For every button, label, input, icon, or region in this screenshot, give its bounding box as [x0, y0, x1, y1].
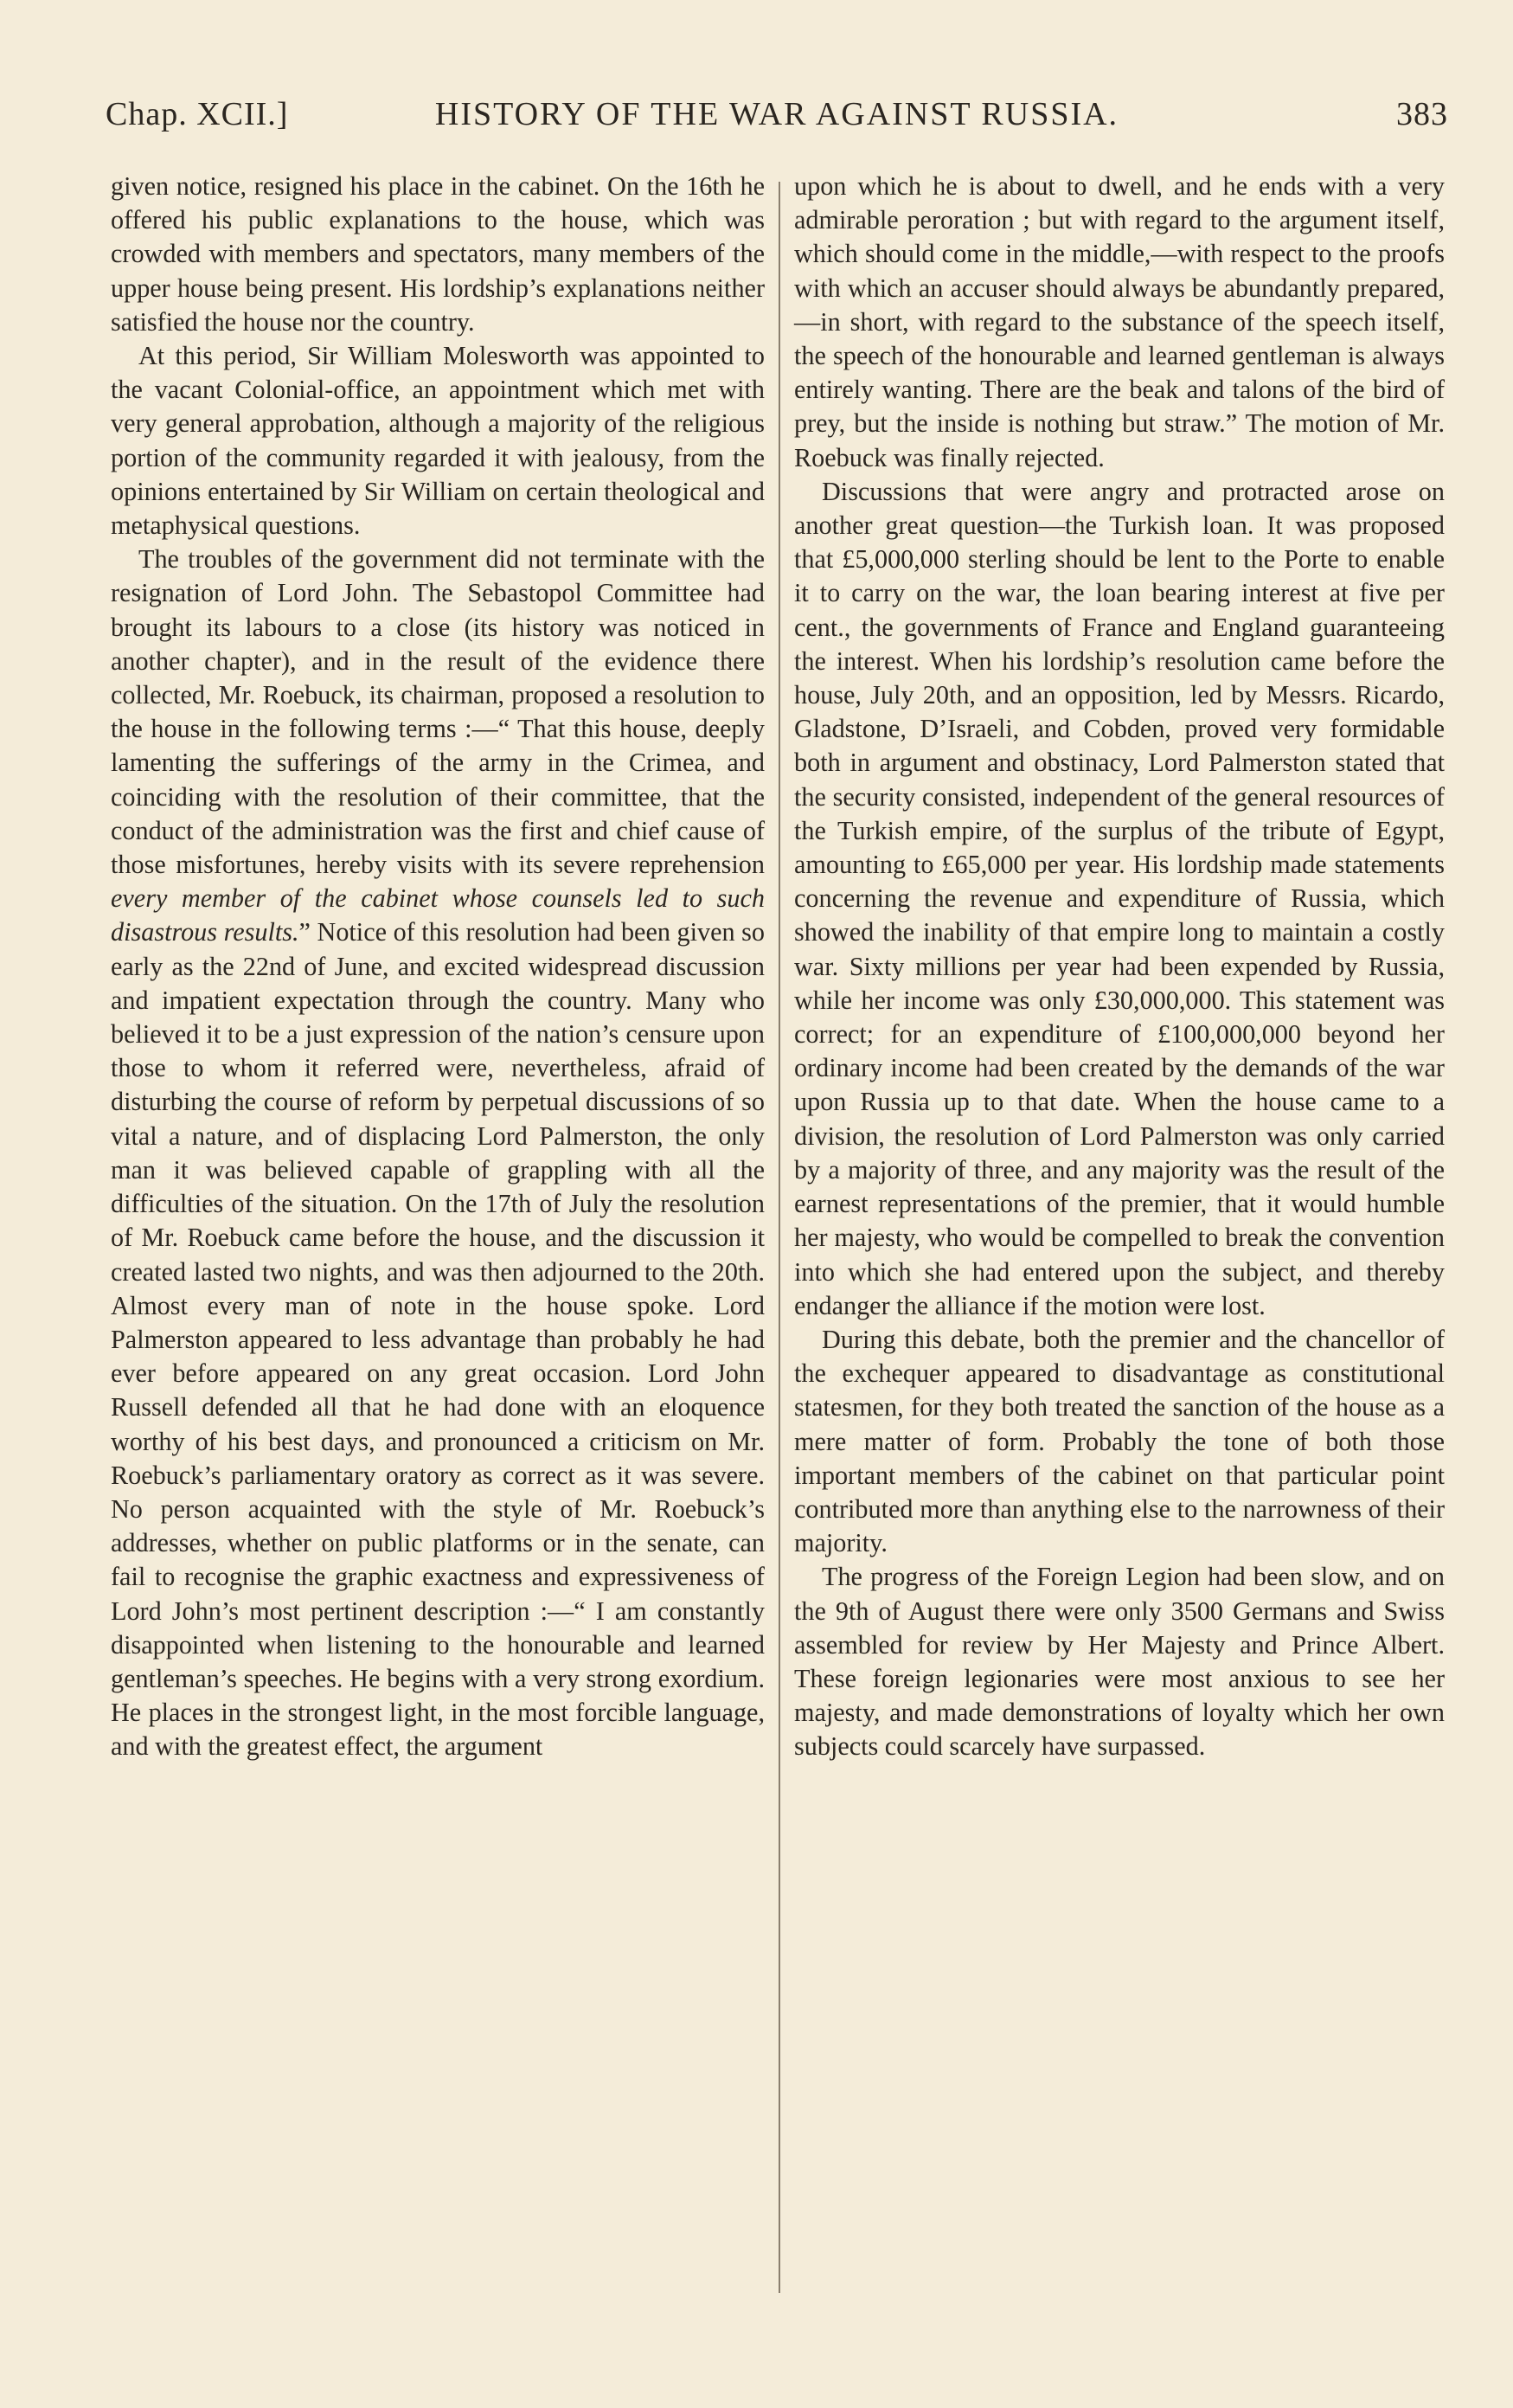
paragraph-text: ” Notice of this resolution had been given so early as the 22nd of June, and excited widespread discussion and impatient expectation through the country. Many who believed it to be a just expression of the nation’s censure upon those to whom it referred were, nevertheless, afraid of disturbing the course of reform by perpetual discussions of so vital a nature, and of displacing Lord Palmerston, the only man it was believed capable of grappling with all the difficulties of the situation. On the 17th of July the resolution of Mr. Roebuck came before the house, and the discussion it created lasted two nights, and was then adjourned to the 20th. Almost every man of note in the house spoke. Lord Palmerston appeared to less advantage than probably he had ever before appeared on any great occasion. Lord John Russell defended all that he had done with an eloquence worthy of his best days, and pronounced a criticism on Mr. Roebuck’s parliamentary oratory as correct as it was severe. No person acquainted with the style of Mr. Roebuck’s addresses, whether on public platforms or in the senate, can fail to recognise the graphic exactness and expressiveness of Lord John’s most pertinent description :—“ I am constantly disappointed when listening to the honourable and learned gentleman’s speeches. He begins with a very strong exordium. He places in the strongest light, in the most forcible language, and with the greatest effect, the argument: [111, 917, 765, 1762]
paragraph-text: The troubles of the government did not terminate with the resignation of Lord John. The Sebastopol Committee had brought its labours to a close (its history was noticed in another chapter), and in the result of the evidence there collected, Mr. Roebuck, its chairman, proposed a resolution to the house in the following terms :—“ That this house, deeply lamenting the sufferings of the army in the Crimea, and coinciding with the resolution of their committee, that the conduct of the administration was the first and chief cause of those misfortunes, hereby visits with its severe reprehension: [111, 544, 765, 880]
paragraph-continued: upon which he is about to dwell, and he ends with a very admirable peroration ; but with regard to the argument itself, which should come in the middle,—with respect to the proofs with which an accuser should always be abundantly prepared,—in short, with regard to the substance of the speech itself, the speech of the honourable and learned gentleman is always entirely wanting. There are the beak and talons of the bird of prey, but the inside is nothing but straw.” The motion of Mr. Roebuck was finally rejected.: [794, 171, 1445, 472]
left-column: [111, 170, 765, 1764]
quoted-resolution-italic: every member of the cabinet whose counsels led to such disastrous results.: [111, 883, 765, 947]
chapter-label: Chap. XCII.]: [106, 96, 289, 132]
column-divider: [779, 182, 780, 2293]
paragraph-molesworth: At this period, Sir William Molesworth was appointed to the vacant Colonial-office, an appointment which met with very general approbation, although a majority of the religious portion of the community regarded it with jealousy, from the opinions entertained by Sir William on certain theological and metaphysical questions.: [111, 341, 765, 541]
paragraph-continued: given notice, resigned his place in the cabinet. On the 16th he offered his public explanations to the house, which was crowded with members and spectators, many members of the upper house being present. His lordship’s explanations neither satisfied the house nor the country.: [111, 171, 765, 337]
running-title: HISTORY OF THE WAR AGAINST RUSSIA.: [434, 96, 1119, 132]
page-number: 383: [1396, 96, 1448, 132]
paragraph-foreign-legion: The progress of the Foreign Legion had been slow, and on the 9th of August there were only 3500 Germans and Swiss assembled for review by Her Majesty and Prince Albert. These foreign legionaries were most anxious to see her majesty, and made demonstrations of loyalty which her own subjects could scarcely have surpassed.: [794, 1562, 1445, 1762]
paragraph-debate: During this debate, both the premier and the chancellor of the exchequer appeared to disadvantage as constitutional statesmen, for they both treated the sanction of the house as a mere matter of form. Probably the tone of both those important members of the cabinet on that particular point contributed more than anything else to the narrowness of their majority.: [794, 1324, 1445, 1558]
paragraph-turkish-loan: Discussions that were angry and protracted arose on another great question—the Turkish loan. It was proposed that £5,000,000 sterling should be lent to the Porte to enable it to carry on the war, the loan bearing interest at five per cent., the governments of France and England guaranteeing the interest. When his lordship’s resolution came before the house, July 20th, and an opposition, led by Messrs. Ricardo, Gladstone, D’Israeli, and Cobden, proved very formidable both in argument and obstinacy, Lord Palmerston stated that the security consisted, independent of the general resources of the Turkish empire, of the surplus of the tribute of Egypt, amounting to £65,000 per year. His lordship made statements concerning the revenue and expenditure of Russia, which showed the inability of that empire long to maintain a costly war. Sixty millions per year had been expended by Russia, while her income was only £30,000,000. This statement was correct; for an expenditure of £100,000,000 beyond her ordinary income had been created by the demands of the war upon Russia up to that date. When the house came to a division, the resolution of Lord Palmerston was only carried by a majority of three, and any majority was the result of the earnest representations of the premier, that it would humble her majesty, who would be compelled to break the convention into which she had entered upon the subject, and thereby endanger the alliance if the motion were lost.: [794, 476, 1445, 1320]
right-column: [794, 170, 1445, 1764]
running-header: [106, 87, 1448, 147]
paragraph-roebuck-motion: [111, 543, 765, 1763]
